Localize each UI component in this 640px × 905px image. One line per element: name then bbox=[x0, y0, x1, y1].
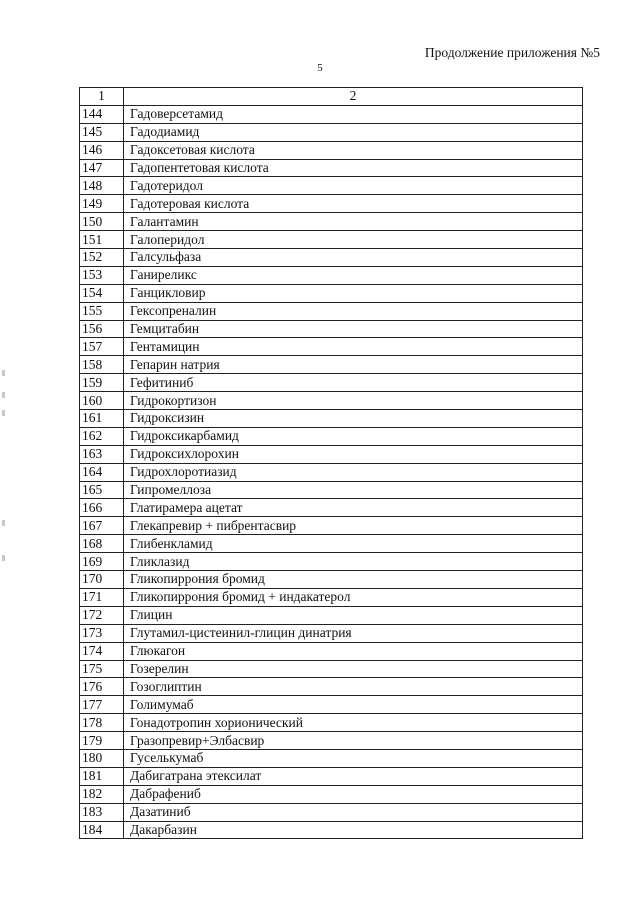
medicine-name: Дакарбазин bbox=[124, 821, 583, 839]
row-number: 147 bbox=[80, 159, 124, 177]
row-number: 160 bbox=[80, 392, 124, 410]
medicine-name: Гозерелин bbox=[124, 660, 583, 678]
row-number: 151 bbox=[80, 231, 124, 249]
row-number: 161 bbox=[80, 410, 124, 428]
row-number: 164 bbox=[80, 463, 124, 481]
medicine-name: Гразопревир+Элбасвир bbox=[124, 732, 583, 750]
medicine-name: Гадодиамид bbox=[124, 123, 583, 141]
table-row bbox=[80, 606, 583, 624]
row-number: 173 bbox=[80, 624, 124, 642]
table-row bbox=[80, 785, 583, 803]
medicine-name: Глибенкламид bbox=[124, 535, 583, 553]
table-row bbox=[80, 410, 583, 428]
table-row bbox=[80, 374, 583, 392]
medicine-name: Галсульфаза bbox=[124, 249, 583, 267]
table-row bbox=[80, 177, 583, 195]
row-number: 157 bbox=[80, 338, 124, 356]
medicine-name: Гадотеридол bbox=[124, 177, 583, 195]
table-row bbox=[80, 660, 583, 678]
continuation-title: Продолжение приложения №5 bbox=[424, 45, 600, 60]
row-number: 158 bbox=[80, 356, 124, 374]
table-row bbox=[80, 732, 583, 750]
table-row bbox=[80, 141, 583, 159]
table-row bbox=[80, 445, 583, 463]
table-row bbox=[80, 338, 583, 356]
column-header-number: 1 bbox=[80, 88, 124, 106]
row-number: 154 bbox=[80, 284, 124, 302]
medicine-name: Гефитиниб bbox=[124, 374, 583, 392]
medicine-name: Дабигатрана этексилат bbox=[124, 767, 583, 785]
medicine-name: Дазатиниб bbox=[124, 803, 583, 821]
row-number: 177 bbox=[80, 696, 124, 714]
medicine-name: Гуселькумаб bbox=[124, 749, 583, 767]
table-row bbox=[80, 392, 583, 410]
row-number: 169 bbox=[80, 553, 124, 571]
medicine-name: Глатирамера ацетат bbox=[124, 499, 583, 517]
table-body bbox=[80, 88, 583, 839]
table-row bbox=[80, 803, 583, 821]
row-number: 145 bbox=[80, 123, 124, 141]
medicine-name: Гадопентетовая кислота bbox=[124, 159, 583, 177]
table-row bbox=[80, 517, 583, 535]
row-number: 153 bbox=[80, 266, 124, 284]
row-number: 181 bbox=[80, 767, 124, 785]
medicine-name: Глицин bbox=[124, 606, 583, 624]
medicine-name: Галантамин bbox=[124, 213, 583, 231]
table-row bbox=[80, 105, 583, 123]
table-row bbox=[80, 159, 583, 177]
medicine-name: Галоперидол bbox=[124, 231, 583, 249]
medicine-name: Гидрокортизон bbox=[124, 392, 583, 410]
table-row bbox=[80, 553, 583, 571]
table-row bbox=[80, 123, 583, 141]
row-number: 170 bbox=[80, 571, 124, 589]
table-row bbox=[80, 624, 583, 642]
table-row bbox=[80, 767, 583, 785]
row-number: 159 bbox=[80, 374, 124, 392]
row-number: 165 bbox=[80, 481, 124, 499]
medicine-name: Гонадотропин хорионический bbox=[124, 714, 583, 732]
row-number: 176 bbox=[80, 678, 124, 696]
row-number: 174 bbox=[80, 642, 124, 660]
table-row bbox=[80, 427, 583, 445]
row-number: 168 bbox=[80, 535, 124, 553]
scan-margin-marks bbox=[2, 370, 6, 570]
medicine-name: Глекапревир + пибрентасвир bbox=[124, 517, 583, 535]
medicine-table-wrapper bbox=[79, 87, 582, 839]
table-row bbox=[80, 320, 583, 338]
medicine-name: Гексопреналин bbox=[124, 302, 583, 320]
medicine-name: Гликопиррония бромид + индакатерол bbox=[124, 588, 583, 606]
row-number: 144 bbox=[80, 105, 124, 123]
row-number: 172 bbox=[80, 606, 124, 624]
medicine-name: Гидроксикарбамид bbox=[124, 427, 583, 445]
row-number: 150 bbox=[80, 213, 124, 231]
table-row bbox=[80, 356, 583, 374]
column-header-name: 2 bbox=[124, 88, 583, 106]
medicine-name: Гипромеллоза bbox=[124, 481, 583, 499]
table-row bbox=[80, 481, 583, 499]
medicine-name: Глутамил-цистеинил-глицин динатрия bbox=[124, 624, 583, 642]
medicine-name: Голимумаб bbox=[124, 696, 583, 714]
table-row bbox=[80, 266, 583, 284]
row-number: 148 bbox=[80, 177, 124, 195]
medicine-name: Глюкагон bbox=[124, 642, 583, 660]
table-row bbox=[80, 588, 583, 606]
table-row bbox=[80, 571, 583, 589]
table-row bbox=[80, 749, 583, 767]
medicine-table bbox=[79, 87, 583, 839]
page-number: 5 bbox=[317, 62, 323, 74]
table-row bbox=[80, 302, 583, 320]
row-number: 162 bbox=[80, 427, 124, 445]
row-number: 155 bbox=[80, 302, 124, 320]
medicine-name: Ганиреликс bbox=[124, 266, 583, 284]
table-row bbox=[80, 714, 583, 732]
table-row bbox=[80, 696, 583, 714]
table-row bbox=[80, 535, 583, 553]
medicine-name: Гидроксихлорохин bbox=[124, 445, 583, 463]
medicine-name: Гидроксизин bbox=[124, 410, 583, 428]
table-row bbox=[80, 499, 583, 517]
row-number: 163 bbox=[80, 445, 124, 463]
medicine-name: Дабрафениб bbox=[124, 785, 583, 803]
medicine-name: Гликопиррония бромид bbox=[124, 571, 583, 589]
row-number: 178 bbox=[80, 714, 124, 732]
medicine-name: Гемцитабин bbox=[124, 320, 583, 338]
row-number: 166 bbox=[80, 499, 124, 517]
row-number: 152 bbox=[80, 249, 124, 267]
table-row bbox=[80, 821, 583, 839]
row-number: 146 bbox=[80, 141, 124, 159]
table-row bbox=[80, 284, 583, 302]
table-row bbox=[80, 195, 583, 213]
row-number: 183 bbox=[80, 803, 124, 821]
table-row bbox=[80, 463, 583, 481]
medicine-name: Гозоглиптин bbox=[124, 678, 583, 696]
row-number: 149 bbox=[80, 195, 124, 213]
table-row bbox=[80, 231, 583, 249]
medicine-name: Гадотеровая кислота bbox=[124, 195, 583, 213]
row-number: 175 bbox=[80, 660, 124, 678]
medicine-name: Гепарин натрия bbox=[124, 356, 583, 374]
medicine-name: Гентамицин bbox=[124, 338, 583, 356]
table-row bbox=[80, 249, 583, 267]
row-number: 179 bbox=[80, 732, 124, 750]
table-row bbox=[80, 213, 583, 231]
row-number: 171 bbox=[80, 588, 124, 606]
table-row bbox=[80, 642, 583, 660]
medicine-name: Гадоксетовая кислота bbox=[124, 141, 583, 159]
medicine-name: Ганцикловир bbox=[124, 284, 583, 302]
table-row bbox=[80, 678, 583, 696]
medicine-name: Гликлазид bbox=[124, 553, 583, 571]
table-header-row bbox=[80, 88, 583, 106]
row-number: 180 bbox=[80, 749, 124, 767]
row-number: 156 bbox=[80, 320, 124, 338]
medicine-name: Гидрохлоротиазид bbox=[124, 463, 583, 481]
row-number: 167 bbox=[80, 517, 124, 535]
medicine-name: Гадоверсетамид bbox=[124, 105, 583, 123]
row-number: 182 bbox=[80, 785, 124, 803]
row-number: 184 bbox=[80, 821, 124, 839]
